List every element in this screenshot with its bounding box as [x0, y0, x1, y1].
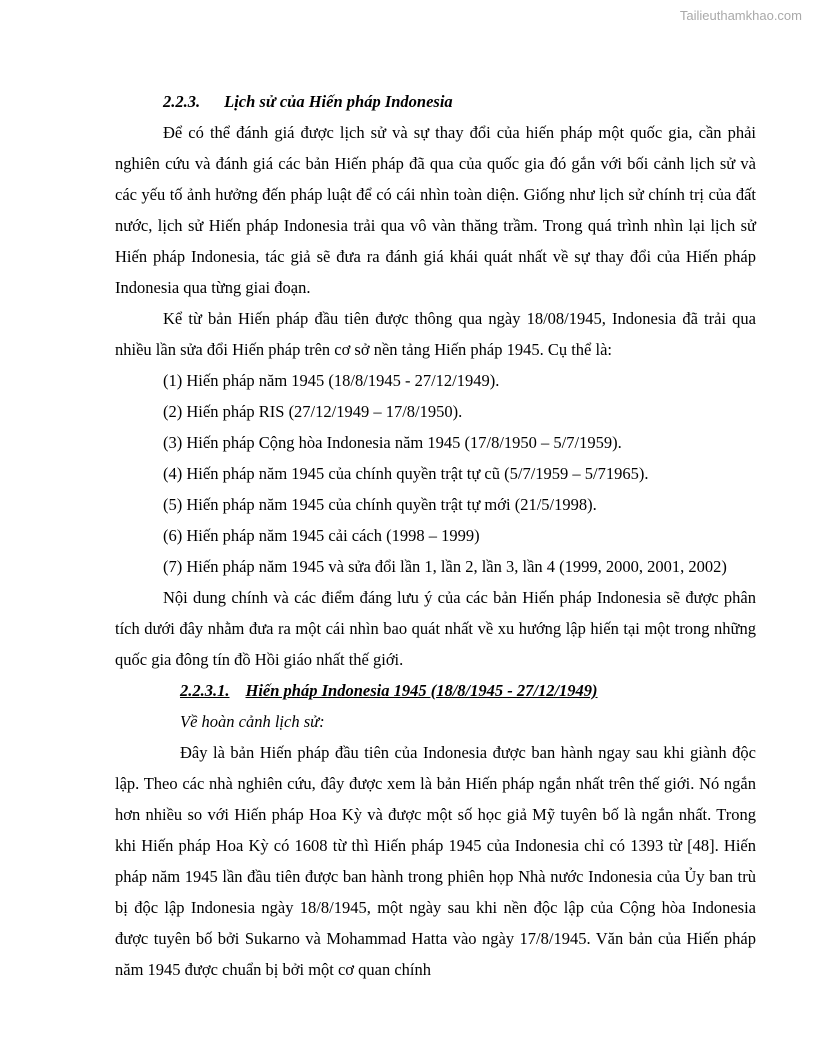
paragraph: Đây là bản Hiến pháp đầu tiên của Indonesia được ban hành ngay sau khi giành độc lập. Theo các nhà nghiên cứu, đây được xem là bản Hiến pháp ngắn nhất trên thế giới. Nó ngắn hơn nhiều so với Hiến pháp Hoa Kỳ và được một số học giả Mỹ tuyên bố là ngắn nhất. Trong khi Hiến pháp Hoa Kỳ có 1608 từ thì Hiến pháp 1945 của Indonesia chỉ có 1393 từ [48]. Hiến pháp năm 1945 lần đầu tiên được ban hành trong phiên họp Nhà nước Indonesia của Ủy ban trù bị độc lập Indonesia ngày 18/8/1945, một ngày sau khi nền độc lập của Cộng hòa Indonesia được tuyên bố bởi Sukarno và Mohammad Hatta vào ngày 17/8/1945. Văn bản của Hiến pháp năm 1945 được chuẩn bị bởi một cơ quan chính	[115, 743, 756, 979]
paragraph: Kể từ bản Hiến pháp đầu tiên được thông qua ngày 18/08/1945, Indonesia đã trải qua nhiều lần sửa đổi Hiến pháp trên cơ sở nền tảng Hiến pháp 1945. Cụ thể là:	[115, 309, 756, 359]
list-item: (3) Hiến pháp Cộng hòa Indonesia năm 1945 (17/8/1950 – 5/7/1959).	[163, 433, 622, 452]
paragraph: Nội dung chính và các điểm đáng lưu ý của các bản Hiến pháp Indonesia sẽ được phân tích dưới đây nhằm đưa ra một cái nhìn bao quát nhất về xu hướng lập hiến tại một trong những quốc gia đông tín đồ Hồi giáo nhất thế giới.	[115, 588, 756, 669]
paragraph: Để có thể đánh giá được lịch sử và sự thay đổi của hiến pháp một quốc gia, cần phải nghiên cứu và đánh giá các bản Hiến pháp đã qua của quốc gia đó gắn với bối cảnh lịch sử và các yếu tố ảnh hưởng đến pháp luật để có cái nhìn toàn diện. Giống như lịch sử chính trị của đất nước, lịch sử Hiến pháp Indonesia trải qua vô vàn thăng trầm. Trong quá trình nhìn lại lịch sử Hiến pháp Indonesia, tác giả sẽ đưa ra đánh giá khái quát nhất về sự thay đổi của Hiến pháp Indonesia qua từng giai đoạn.	[115, 123, 756, 297]
context-label: Về hoàn cảnh lịch sử:	[180, 712, 325, 731]
list-item: (4) Hiến pháp năm 1945 của chính quyền trật tự cũ (5/7/1959 – 5/71965).	[163, 464, 649, 483]
section-title: Lịch sử của Hiến pháp Indonesia	[224, 92, 453, 111]
page-content	[115, 86, 756, 985]
section-number: 2.2.3.	[163, 92, 201, 111]
subsection-number: 2.2.3.1.	[180, 681, 230, 700]
list-item: (7) Hiến pháp năm 1945 và sửa đổi lần 1, lần 2, lần 3, lần 4 (1999, 2000, 2001, 2002)	[163, 557, 727, 576]
watermark: Tailieuthamkhao.com	[679, 8, 802, 23]
subsection-heading	[180, 675, 756, 706]
subsection-title: Hiến pháp Indonesia 1945 (18/8/1945 - 27/12/1949)	[245, 681, 598, 700]
section-heading	[163, 86, 756, 117]
list-item: (1) Hiến pháp năm 1945 (18/8/1945 - 27/12/1949).	[163, 371, 500, 390]
list-item: (2) Hiến pháp RIS (27/12/1949 – 17/8/1950).	[163, 402, 463, 421]
list-item: (5) Hiến pháp năm 1945 của chính quyền trật tự mới (21/5/1998).	[163, 495, 597, 514]
list-item: (6) Hiến pháp năm 1945 cải cách (1998 – 1999)	[163, 526, 480, 545]
